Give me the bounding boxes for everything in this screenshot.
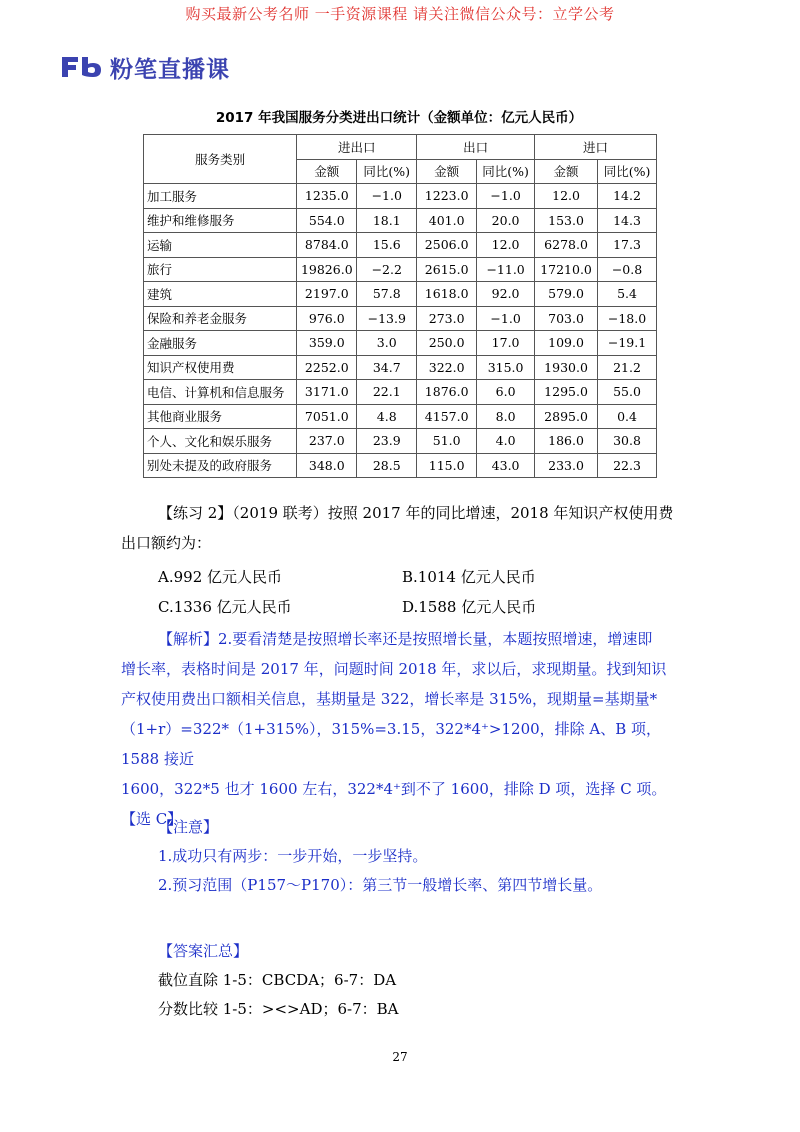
table-title: 2017 年我国服务分类进出口统计（金额单位：亿元人民币） (215, 110, 583, 126)
analysis-line-1: 【解析】2.要看清楚是按照增长率还是按照增长量，本题按照增速，增速即 (158, 630, 653, 648)
row-value: 109.0 (535, 331, 598, 356)
row-value: 4.0 (477, 429, 535, 454)
row-category: 加工服务 (144, 184, 297, 209)
table-row (144, 429, 657, 454)
row-value: 22.1 (357, 380, 417, 405)
row-value: 22.3 (598, 453, 657, 478)
fb-logo-icon (60, 54, 106, 80)
notice-item-2: 2.预习范围（P157～P170）：第三节一般增长率、第四节增长量。 (158, 876, 603, 894)
row-value: 554.0 (297, 208, 357, 233)
row-value: −1.0 (477, 184, 535, 209)
table-row (144, 306, 657, 331)
row-value: 401.0 (417, 208, 477, 233)
summary-title: 【答案汇总】 (158, 942, 249, 960)
row-value: 17210.0 (535, 257, 598, 282)
table-row (144, 233, 657, 258)
row-category: 旅行 (144, 257, 297, 282)
row-value: 233.0 (535, 453, 598, 478)
row-value: 4157.0 (417, 404, 477, 429)
option-c: C.1336 亿元人民币 (158, 598, 292, 616)
row-value: 21.2 (598, 355, 657, 380)
row-value: 20.0 (477, 208, 535, 233)
row-value: −0.8 (598, 257, 657, 282)
row-value: 14.2 (598, 184, 657, 209)
summary-line-2: 分数比较 1-5：><>AD；6-7：BA (158, 1000, 399, 1018)
watermark-banner: 购买最新公考名师 一手资源课程 请关注微信公众号：立学公考 (185, 5, 615, 23)
row-value: 34.7 (357, 355, 417, 380)
row-value: 28.5 (357, 453, 417, 478)
row-value: 1618.0 (417, 282, 477, 307)
table-row (144, 331, 657, 356)
row-value: 115.0 (417, 453, 477, 478)
row-value: 1876.0 (417, 380, 477, 405)
row-value: 976.0 (297, 306, 357, 331)
row-category: 运输 (144, 233, 297, 258)
row-value: 322.0 (417, 355, 477, 380)
row-value: 273.0 (417, 306, 477, 331)
notice-title: 【注意】 (158, 818, 219, 836)
row-value: 1930.0 (535, 355, 598, 380)
row-value: 3.0 (357, 331, 417, 356)
header-amount: 金额 (297, 159, 357, 184)
row-value: 2197.0 (297, 282, 357, 307)
row-value: −1.0 (477, 306, 535, 331)
row-category: 别处未提及的政府服务 (144, 453, 297, 478)
row-value: 15.6 (357, 233, 417, 258)
row-value: 6278.0 (535, 233, 598, 258)
row-value: 17.0 (477, 331, 535, 356)
row-value: 7051.0 (297, 404, 357, 429)
row-value: 1295.0 (535, 380, 598, 405)
row-value: 237.0 (297, 429, 357, 454)
summary-block (158, 937, 399, 1024)
row-value: −13.9 (357, 306, 417, 331)
row-value: 55.0 (598, 380, 657, 405)
row-value: 6.0 (477, 380, 535, 405)
row-category: 知识产权使用费 (144, 355, 297, 380)
row-value: 8784.0 (297, 233, 357, 258)
row-value: 1235.0 (297, 184, 357, 209)
row-category: 金融服务 (144, 331, 297, 356)
header-category: 服务类别 (144, 135, 297, 184)
header-amount: 金额 (535, 159, 598, 184)
row-value: 5.4 (598, 282, 657, 307)
analysis-line-4: （1+r）=322*（1+315%），315%=3.15，322*4⁺>1200，排除 A、B 项，1588 接近 (121, 720, 662, 768)
table-row (144, 453, 657, 478)
row-value: 2615.0 (417, 257, 477, 282)
row-category: 保险和养老金服务 (144, 306, 297, 331)
row-value: 23.9 (357, 429, 417, 454)
row-value: 348.0 (297, 453, 357, 478)
row-value: 0.4 (598, 404, 657, 429)
summary-line-1: 截位直除 1-5：CBCDA；6-7：DA (158, 971, 397, 989)
row-category: 电信、计算机和信息服务 (144, 380, 297, 405)
row-value: 57.8 (357, 282, 417, 307)
table-body (144, 184, 657, 478)
row-value: 17.3 (598, 233, 657, 258)
option-d: D.1588 亿元人民币 (402, 598, 537, 616)
header-yoy: 同比(%) (477, 159, 535, 184)
row-category: 维护和维修服务 (144, 208, 297, 233)
row-value: 250.0 (417, 331, 477, 356)
row-value: 92.0 (477, 282, 535, 307)
table-header-row (144, 135, 657, 160)
notice-block (158, 813, 602, 900)
analysis-line-3: 产权使用费出口额相关信息，基期量是 322，增长率是 315%，现期量=基期量* (121, 690, 658, 708)
option-b: B.1014 亿元人民币 (402, 568, 536, 586)
row-value: 3171.0 (297, 380, 357, 405)
notice-item-1: 1.成功只有两步：一步开始，一步坚持。 (158, 847, 428, 865)
row-value: 14.3 (598, 208, 657, 233)
question-line-2: 出口额约为： (121, 534, 212, 552)
row-value: −2.2 (357, 257, 417, 282)
row-value: 315.0 (477, 355, 535, 380)
row-value: 4.8 (357, 404, 417, 429)
table-row (144, 355, 657, 380)
row-value: 186.0 (535, 429, 598, 454)
logo-text: 粉笔直播课 (110, 56, 230, 83)
row-value: −19.1 (598, 331, 657, 356)
row-value: 18.1 (357, 208, 417, 233)
services-trade-table (143, 134, 657, 478)
table-row (144, 282, 657, 307)
row-value: 30.8 (598, 429, 657, 454)
header-group-import: 进口 (535, 135, 657, 160)
row-value: 51.0 (417, 429, 477, 454)
brand-logo (60, 52, 230, 82)
row-value: 1223.0 (417, 184, 477, 209)
option-a: A.992 亿元人民币 (158, 568, 282, 586)
row-value: −1.0 (357, 184, 417, 209)
row-category: 建筑 (144, 282, 297, 307)
row-category: 其他商业服务 (144, 404, 297, 429)
table-row (144, 380, 657, 405)
table-row (144, 257, 657, 282)
page-number: 27 (392, 1050, 408, 1064)
row-value: 2252.0 (297, 355, 357, 380)
row-value: 12.0 (535, 184, 598, 209)
header-group-export: 出口 (417, 135, 535, 160)
row-value: 2895.0 (535, 404, 598, 429)
header-yoy: 同比(%) (357, 159, 417, 184)
row-value: −11.0 (477, 257, 535, 282)
row-value: 2506.0 (417, 233, 477, 258)
row-value: 19826.0 (297, 257, 357, 282)
header-amount: 金额 (417, 159, 477, 184)
row-value: 12.0 (477, 233, 535, 258)
analysis-line-2: 增长率，表格时间是 2017 年，问题时间 2018 年，求以后，求现期量。找到知识 (121, 660, 667, 678)
table-row (144, 404, 657, 429)
row-value: −18.0 (598, 306, 657, 331)
table-row (144, 208, 657, 233)
row-value: 703.0 (535, 306, 598, 331)
row-value: 43.0 (477, 453, 535, 478)
table-row (144, 184, 657, 209)
question-line-1: 【练习 2】（2019 联考）按照 2017 年的同比增速，2018 年知识产权使用费 (158, 504, 674, 522)
row-value: 8.0 (477, 404, 535, 429)
row-value: 153.0 (535, 208, 598, 233)
row-category: 个人、文化和娱乐服务 (144, 429, 297, 454)
header-yoy: 同比(%) (598, 159, 657, 184)
analysis-block (121, 624, 687, 834)
row-value: 579.0 (535, 282, 598, 307)
row-value: 359.0 (297, 331, 357, 356)
header-group-total: 进出口 (297, 135, 417, 160)
analysis-line-5: 1600，322*5 也才 1600 左右，322*4⁺到不了 1600，排除 D 项，选择 C 项。【选 C】 (121, 780, 667, 828)
